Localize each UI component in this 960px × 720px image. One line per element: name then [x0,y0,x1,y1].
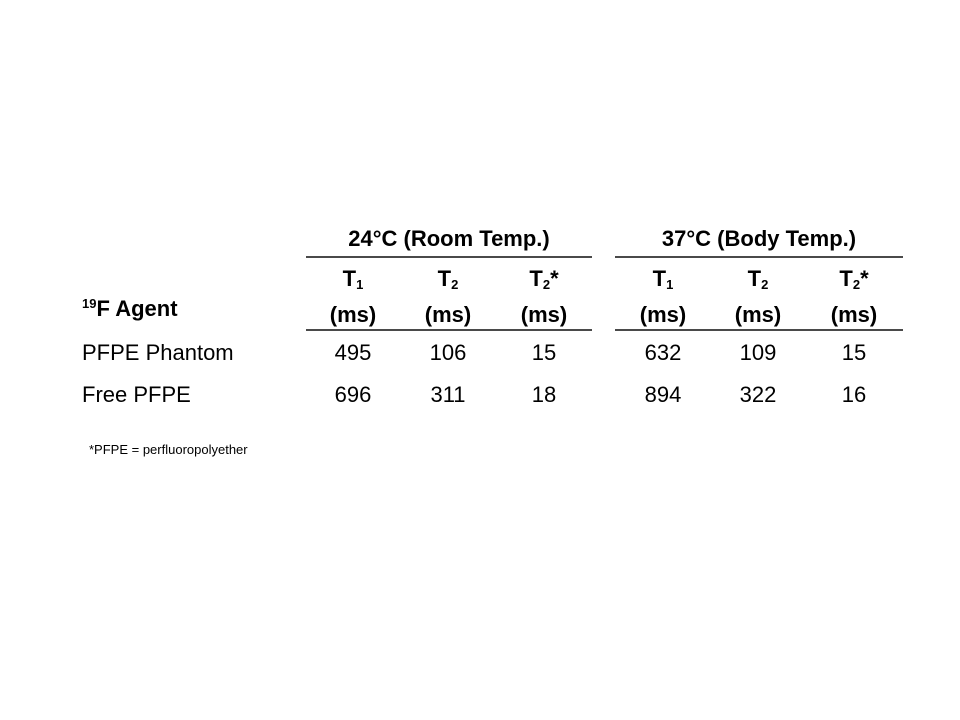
table-cell: 18 [531,382,557,407]
agent-column-header [82,296,178,322]
col-subscript: 1 [356,277,364,292]
table-cell: 15 [841,340,867,365]
agent-header-superscript: 19 [82,296,97,311]
col-header-room-t1 [313,264,393,330]
table-cell: 16 [841,382,867,407]
col-unit: (ms) [734,302,782,327]
col-unit: (ms) [830,302,878,327]
row-label-pfpe-phantom: PFPE Phantom [82,340,234,365]
group-rule-body-temp [615,256,903,258]
col-symbol: T [839,266,853,291]
header-rule-room-temp [306,329,592,331]
table-cell: 15 [531,340,557,365]
col-unit: (ms) [639,302,687,327]
agent-header-label: F Agent [96,296,178,321]
col-subscript: 2 [542,277,551,292]
header-rule-body-temp [615,329,903,331]
table-cell: 632 [644,340,682,365]
footnote: *PFPE = perfluoropolyether [89,442,248,457]
col-header-body-t2-star [814,264,894,330]
group-title-room-temp: 24°C (Room Temp.) [348,226,550,251]
col-symbol: T [747,266,762,291]
row-label-free-pfpe: Free PFPE [82,382,191,407]
table-cell: 106 [429,340,467,365]
table-cell: 109 [739,340,777,365]
table-cell: 311 [430,382,466,407]
col-symbol: T [342,266,357,291]
col-header-room-t2 [408,264,488,330]
col-header-room-t2-star [504,264,584,330]
col-symbol: T [652,266,667,291]
col-suffix: * [550,266,559,291]
col-symbol: T [437,266,452,291]
table-cell: 495 [334,340,372,365]
col-symbol: T [529,266,543,291]
table-cell: 696 [334,382,372,407]
col-subscript: 2 [761,277,769,292]
table-cell: 894 [644,382,682,407]
col-unit: (ms) [329,302,377,327]
group-title-body-temp: 37°C (Body Temp.) [661,226,857,251]
col-subscript: 2 [451,277,459,292]
col-header-body-t1 [623,264,703,330]
col-subscript: 2 [852,277,861,292]
col-unit: (ms) [520,302,568,327]
col-header-body-t2 [718,264,798,330]
col-unit: (ms) [424,302,472,327]
group-rule-room-temp [306,256,592,258]
col-suffix: * [860,266,869,291]
col-subscript: 1 [666,277,674,292]
table-cell: 322 [739,382,777,407]
